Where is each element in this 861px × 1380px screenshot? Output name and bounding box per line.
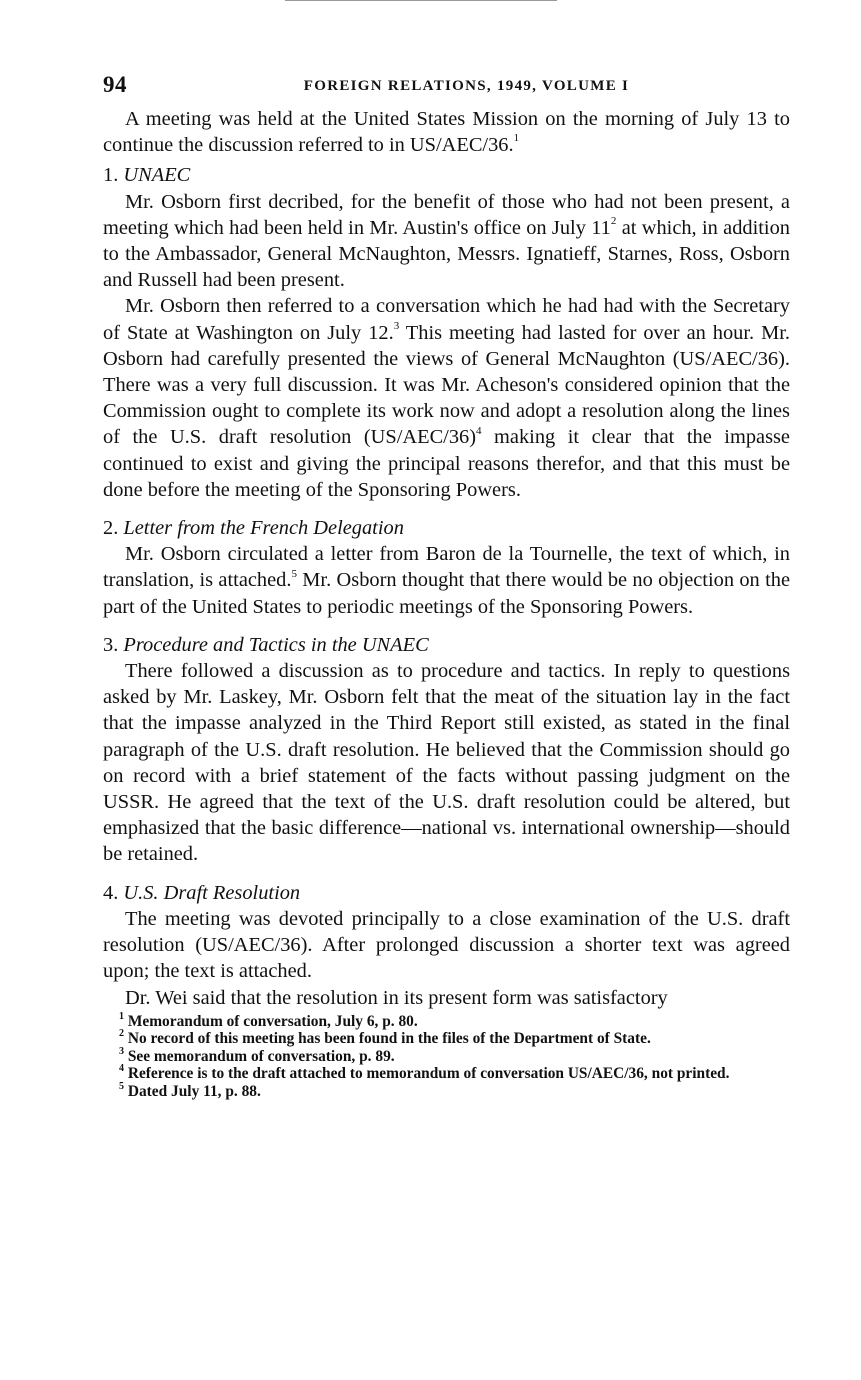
paragraph: There followed a discussion as to procedure and tactics. In reply to questions asked by Mr. Laskey, Mr. Osborn felt that the meat of the situation lay in the fact that the impasse analyzed in the Third Report still existed, as stated in the final paragraph of the U.S. draft resolution. He believed that the Commission should go on record with a brief statement of the facts without passing judgment on the USSR. He agreed that the text of the U.S. draft resolution could be altered, but emphasized that the basic difference—national vs. international ownership—should be retained.	[103, 660, 790, 866]
paragraph-text: at which, in addition to the Ambassador, General McNaughton, Messrs. Ignatieff, Starnes, Ross, Osborn and Russell had been present.	[103, 216, 790, 292]
footnote-text: Reference is to the draft attached to memorandum of conversation US/AEC/36, not printed.	[127, 1065, 730, 1083]
footnote-ref: 1	[513, 132, 520, 145]
footnote-mark: 4	[119, 1063, 124, 1075]
section-number: 1.	[103, 164, 119, 187]
section-heading-2	[103, 515, 790, 541]
footnote-ref: 4	[476, 424, 482, 437]
section-heading-3	[103, 632, 790, 658]
section-title: UNAEC	[123, 164, 191, 187]
footnote	[103, 1030, 790, 1048]
section-number: 3.	[103, 633, 119, 656]
body-text	[103, 106, 790, 1011]
section-title: Procedure and Tactics in the UNAEC	[123, 633, 429, 656]
paragraph	[103, 293, 790, 503]
footnote	[103, 1080, 790, 1101]
section-number: 4.	[103, 881, 119, 904]
footnote	[103, 1045, 790, 1066]
footnote-text: Dated July 11, p. 88.	[127, 1083, 261, 1101]
footnote-mark: 3	[119, 1045, 124, 1057]
footnote	[103, 1010, 790, 1031]
paragraph	[103, 189, 790, 294]
paragraph-text: This meeting had lasted for over an hour. Mr. Osborn had carefully presented the views of General McNaughton (US/AEC/36). There was a very full discussion. It was Mr. Acheson's considered opinion that the Commission ought to complete its work now and adopt a resolution along the lines of the U.S. draft resolution (US/AEC/36)	[103, 321, 790, 449]
section-heading-1	[103, 162, 790, 188]
footnote-mark: 1	[119, 1010, 124, 1022]
footnote-ref: 2	[610, 215, 617, 228]
footnote-text: Memorandum of conversation, July 6, p. 80.	[127, 1012, 418, 1030]
paragraph-text: Mr. Osborn circulated a letter from Baron de la Tournelle, the text of which, in translation, is attached.	[103, 543, 790, 592]
running-head: FOREIGN RELATIONS, 1949, VOLUME I	[303, 78, 630, 94]
section-title: U.S. Draft Resolution	[123, 881, 301, 904]
paragraph-text: Mr. Osborn then referred to a conversation which he had had with the Secretary of State at Washington on July 12.	[103, 295, 790, 344]
paragraph-text: Mr. Osborn first decribed, for the benefit of those who had not been present, a meeting which had been held in Mr. Austin's office on July 11	[103, 190, 790, 239]
top-rule	[285, 0, 557, 1]
footnote-ref: 3	[393, 319, 400, 332]
footnotes	[103, 1010, 790, 1101]
paragraph: The meeting was devoted principally to a close examination of the U.S. draft resolution (US/AEC/36). After prolonged discussion a shorter text was agreed upon; the text is attached.	[103, 907, 790, 983]
footnote-text: No record of this meeting has been found in the files of the Department of State.	[127, 1030, 651, 1048]
footnote-text: See memorandum of conversation, p. 89.	[127, 1047, 395, 1065]
section-title: Letter from the French Delegation	[123, 517, 404, 540]
page-number: 94	[103, 72, 127, 97]
section-number: 2.	[103, 517, 119, 540]
intro-text: A meeting was held at the United States Mission on the morning of July 13 to continue the discussion referred to in US/AEC/36.	[103, 108, 790, 157]
paragraph-text: making it clear that the impasse continued to exist and giving the principal reasons therefor, and that this must be done before the meeting of the Sponsoring Powers.	[103, 426, 790, 501]
footnote-mark: 5	[119, 1080, 124, 1092]
paragraph: Dr. Wei said that the resolution in its present form was satisfactory	[125, 986, 668, 1009]
paragraph-text: Mr. Osborn thought that there would be no objection on the part of the United States to periodic meetings of the Sponsoring Powers.	[103, 569, 790, 618]
footnote-mark: 2	[119, 1028, 124, 1040]
intro-paragraph	[103, 106, 790, 158]
page-header	[103, 72, 790, 106]
footnote	[103, 1065, 790, 1083]
section-heading-4	[103, 880, 790, 906]
document-page	[103, 72, 790, 1101]
paragraph	[103, 541, 790, 620]
footnote-ref: 5	[291, 567, 297, 580]
